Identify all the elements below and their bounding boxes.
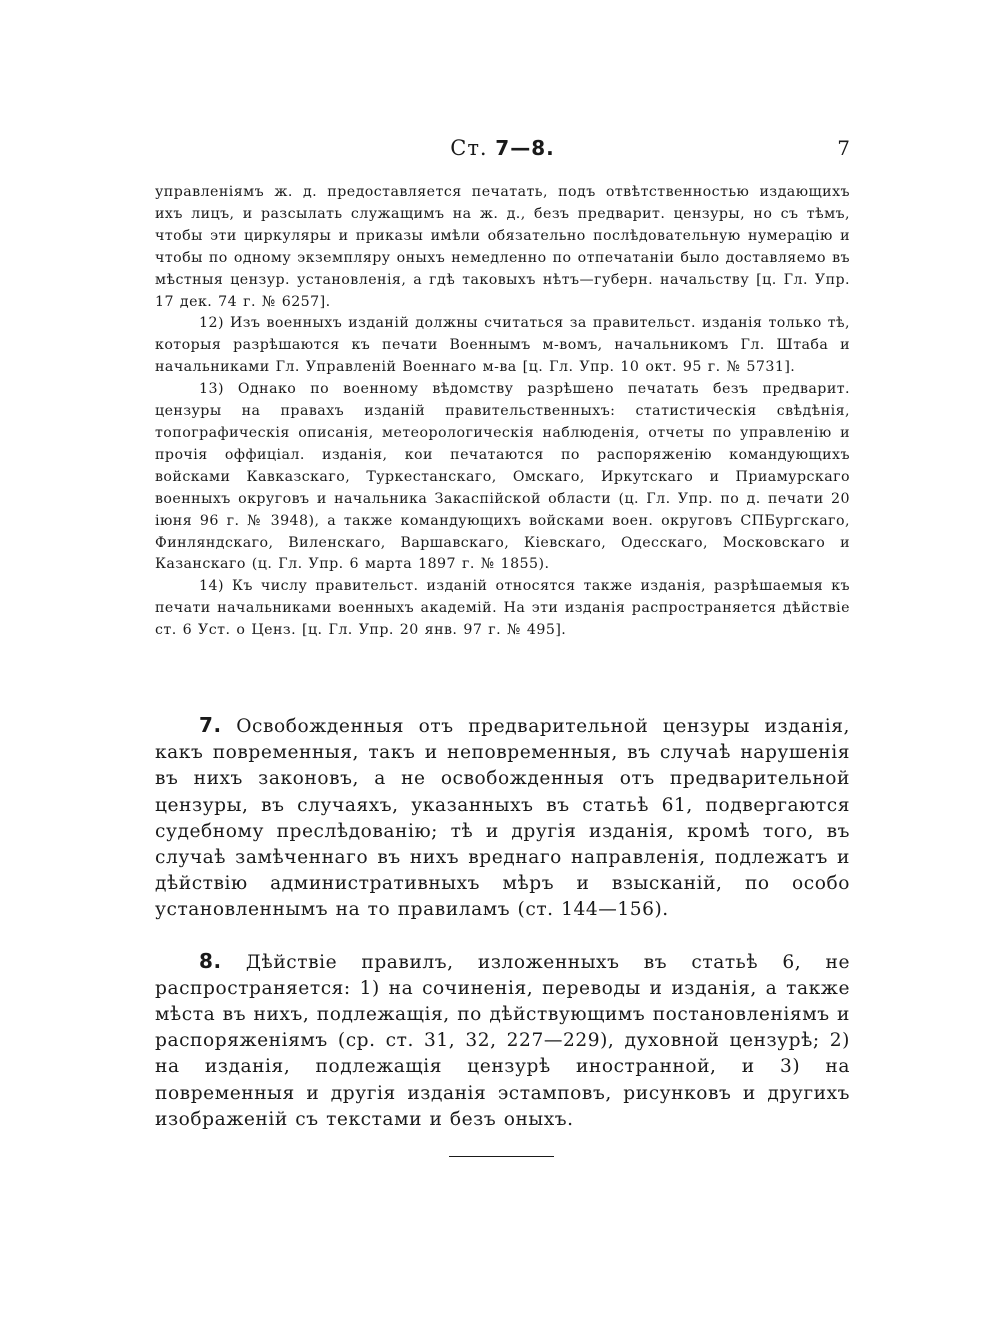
running-head-prefix: Ст. xyxy=(450,136,496,160)
page-number: 7 xyxy=(837,136,850,160)
article-8 xyxy=(155,948,850,1133)
note-13: 13) Однако по военному вѣдомству разрѣшено печатать безъ предварит. цензуры на правахъ изданій правительственныхъ: статистическія свѣдѣнія, топографическія описанія, метеорологическія наблюденія, отчеты по управленію и прочія оффиціал. изданія, кои печатаются по распоряженію командующихъ войсками Кавказскаго, Туркестанскаго, Омскаго, Иркутскаго и Приамурскаго военныхъ округовъ и начальника Закаспійской области (ц. Гл. Упр. по д. печати 20 іюня 96 г. № 3948), а также командующихъ войсками воен. округовъ СПБургскаго, Финляндскаго, Виленскаго, Варшавскаго, Кіевскаго, Одесскаго, Московскаго и Казанскаго (ц. Гл. Упр. 6 марта 1897 г. № 1855). xyxy=(155,381,850,573)
article-7 xyxy=(155,712,850,924)
articles-block xyxy=(155,712,850,1133)
article-8-number: 8. xyxy=(199,948,222,973)
note-12: 12) Изъ военныхъ изданій должны считаться за правительст. изданія только тѣ, которыя разрѣшаются къ печати Военнымъ м-вомъ, начальникомъ Гл. Штаба и начальниками Гл. Управленій Военнаго м-ва [ц. Гл. Упр. 10 окт. 95 г. № 5731]. xyxy=(155,315,850,376)
closing-rule xyxy=(449,1156,554,1157)
note-continuation: управленіямъ ж. д. предоставляется печатать, подъ отвѣтственностью издающихъ ихъ лицъ, и разсылать служащимъ на ж. д., безъ предварит. цензуры, но съ тѣмъ, чтобы эти циркуляры и приказы имѣли обязательно послѣдовательную нумерацію и чтобы по одному экземпляру оныхъ немедленно по отпечатаніи было доставляемо въ мѣстныя цензур. установленія, а гдѣ таковыхъ нѣтъ—губерн. начальству [ц. Гл. Упр. 17 дек. 74 г. № 6257]. xyxy=(155,184,850,310)
running-head-article-range: 7—8. xyxy=(495,136,555,160)
running-head xyxy=(155,136,850,160)
article-7-text: Освобожденныя отъ предварительной цензуры изданія, какъ повременныя, такъ и неповременныя, въ случаѣ нарушенія въ нихъ законовъ, а не освобожденныя отъ предварительной цензуры, въ случаяхъ, указанныхъ въ статьѣ 61, подвергаются судебному преслѣдованію; тѣ и другія изданія, кромѣ того, въ случаѣ замѣченнаго въ нихъ вреднаго направленія, подлежатъ и дѣйствію административныхъ мѣръ и взысканій, по особо установленнымъ на то правиламъ (ст. 144—156). xyxy=(155,716,850,921)
notes-block xyxy=(155,182,850,642)
article-8-text: Дѣйствіе правилъ, изложенныхъ въ статьѣ 6, не распространяется: 1) на сочиненія, переводы и изданія, а также мѣста въ нихъ, подлежащія, по дѣйствующимъ постановленіямъ и распоряженіямъ (ср. ст. 31, 32, 227—229), духовной цензурѣ; 2) на изданія, подлежащія цензурѣ иностранной, и 3) на повременныя и другія изданія эстамповъ, рисунковъ и другихъ изображеній съ текстами и безъ оныхъ. xyxy=(155,951,850,1130)
note-14: 14) Къ числу правительст. изданій относятся также изданія, разрѣшаемыя къ печати начальниками военныхъ академій. На эти изданія распространяется дѣйствіе ст. 6 Уст. о Ценз. [ц. Гл. Упр. 20 янв. 97 г. № 495]. xyxy=(155,578,850,639)
page-header xyxy=(155,136,850,168)
article-7-number: 7. xyxy=(199,713,222,737)
